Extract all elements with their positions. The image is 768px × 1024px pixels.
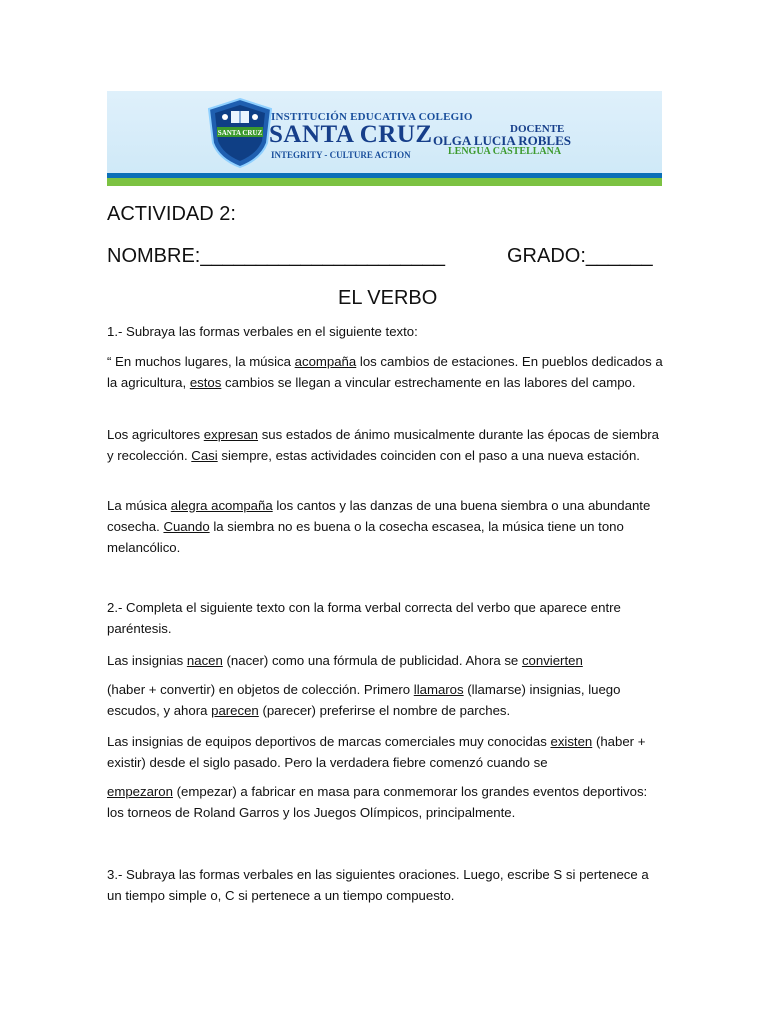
docente-name: OLGA LUCIA ROBLES (433, 133, 571, 148)
nombre-field: NOMBRE:______________________ (107, 245, 446, 267)
header-banner (107, 91, 662, 186)
docente-label: DOCENTE (510, 123, 565, 135)
shield-label: SANTA CRUZ (217, 129, 263, 137)
q3-instruction: 3.- Subraya las formas verbales en las siguientes oraciones. Luego, escribe S si pertenece a un tiempo simple o, C si pertenece a un tiempo compuesto. (107, 867, 649, 903)
underlined-word: alegra acompaña (170, 498, 273, 513)
activity-title: ACTIVIDAD 2: (107, 203, 236, 225)
underlined-word: estos (189, 375, 222, 390)
q1-paragraph-2: Los agricultores expresan sus estados de ánimo musicalmente durante las épocas de siembra y recolección. Casi siempre, estas actividades coinciden con el paso a una nueva estación. (107, 427, 660, 463)
banner-stripe-green (107, 178, 662, 186)
underlined-word: nacen (186, 653, 223, 668)
q2-paragraph-1: Las insignias nacen (nacer) como una fórmula de publicidad. Ahora se convierten (107, 653, 583, 668)
q2-paragraph-4: empezaron (empezar) a fabricar en masa para conmemorar los grandes eventos deportivos: los torneos de Roland Garros y los Juegos Olímpicos, principalmente. (107, 784, 648, 820)
school-shield-logo (205, 97, 275, 169)
school-line1: INSTITUCIÓN EDUCATIVA COLEGIO (271, 111, 473, 123)
underlined-word: expresan (203, 427, 259, 442)
underlined-word: existen (550, 734, 593, 749)
underlined-word: empezaron (107, 784, 173, 799)
q1-paragraph-3: La música alegra acompaña los cantos y las danzas de una buena siembra o una abundante cosecha. Cuando la siembra no es buena o la cosecha escasea, la música tiene un tono melancólico. (107, 498, 651, 555)
underlined-word: llamaros (413, 682, 464, 697)
q2-instruction: 2.- Completa el siguiente texto con la forma verbal correcta del verbo que aparece entre paréntesis. (107, 600, 621, 636)
underlined-word: acompaña (294, 354, 357, 369)
q1-paragraph-1: “ En muchos lugares, la música acompaña los cambios de estaciones. En pueblos dedicados a la agricultura, estos cambios se llegan a vincular estrechamente en las labores del campo. (107, 354, 663, 390)
underlined-word: convierten (521, 653, 583, 668)
q2-paragraph-3: Las insignias de equipos deportivos de marcas comerciales muy conocidas existen (haber + existir) desde el siglo pasado. Pero la verdadera fiebre comenzó cuando se (107, 734, 646, 770)
underlined-word: parecen (211, 703, 259, 718)
underlined-word: Cuando (163, 519, 210, 534)
q1-instruction: 1.- Subraya las formas verbales en el siguiente texto: (107, 324, 418, 339)
grado-field: GRADO:______ (507, 245, 653, 267)
school-motto: INTEGRITY - CULTURE ACTION (271, 150, 411, 160)
subject-label: LENGUA CASTELLANA (448, 146, 562, 157)
underlined-word: Casi (191, 448, 218, 463)
school-name: SANTA CRUZ (269, 121, 433, 148)
q2-paragraph-2: (haber + convertir) en objetos de colección. Primero llamaros (llamarse) insignias, luego escudos, y ahora parecen (parecer) preferirse el nombre de parches. (107, 682, 621, 718)
page-title: EL VERBO (338, 287, 438, 309)
